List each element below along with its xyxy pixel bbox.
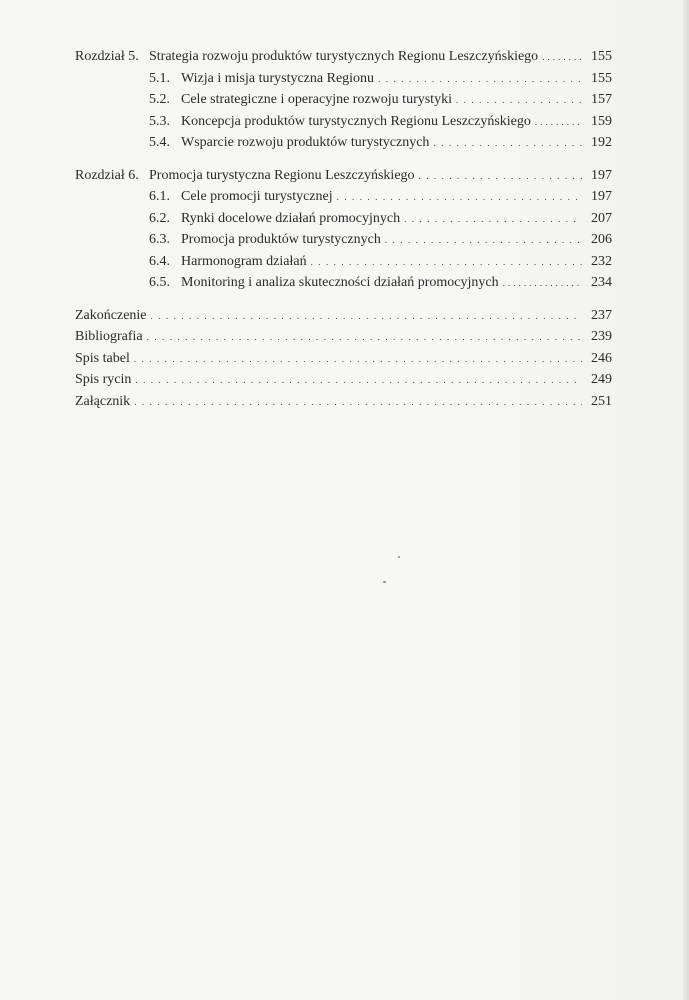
entry-title: Spis rycin (75, 372, 132, 387)
toc-entry-6-4 (75, 251, 612, 273)
toc-entry-zakonczenie (75, 305, 612, 327)
chapter-title: Promocja turystyczna Regionu Leszczyńskiego (149, 167, 415, 183)
entry-title: Załącznik (75, 393, 131, 409)
dot-leader (134, 349, 582, 370)
dot-leader (542, 47, 582, 68)
entry-title: Spis tabel (75, 350, 130, 366)
entry-title: Cele strategiczne i operacyjne rozwoju turystyki (181, 92, 452, 107)
page-number: 246 (591, 350, 612, 366)
entry-number: 6.5. (149, 275, 170, 290)
toc-entry-bibliografia (75, 326, 612, 348)
entry-title: Promocja produktów turystycznych (181, 232, 381, 247)
dot-leader (456, 90, 582, 111)
entry-title: Koncepcja produktów turystycznych Regionu Leszczyńskiego (181, 113, 531, 129)
dot-leader (135, 370, 582, 391)
entry-title: Monitoring i analiza skuteczności działań promocyjnych (181, 275, 499, 290)
toc-entry-6-5 (75, 272, 612, 294)
entry-number: 6.2. (149, 210, 170, 226)
dot-leader (535, 112, 582, 133)
chapter-label: Rozdział 6. (75, 167, 139, 183)
entry-title: Harmonogram działań (181, 253, 307, 269)
toc-entry-6-3 (75, 229, 612, 251)
entry-number: 6.1. (149, 189, 170, 204)
entry-title: Wsparcie rozwoju produktów turystycznych (181, 135, 430, 150)
page-number: 157 (591, 92, 612, 107)
entry-number: 5.3. (149, 113, 170, 129)
dot-leader (151, 306, 582, 327)
dot-leader (433, 133, 582, 154)
toc-entry-5-4 (75, 132, 612, 154)
dot-leader (134, 392, 582, 413)
toc-entry-6-1 (75, 186, 612, 208)
scan-speck (383, 581, 386, 583)
entry-title: Zakończenie (75, 307, 147, 323)
entry-title: Bibliografia (75, 329, 143, 344)
toc-entry-spis-rycin (75, 369, 612, 391)
section-spacer (75, 294, 612, 305)
page-number: 197 (591, 167, 612, 183)
toc-chapter-5 (75, 46, 612, 68)
page-number: 155 (591, 70, 612, 86)
scan-speck (398, 556, 400, 558)
page-number: 234 (591, 275, 612, 290)
dot-leader (385, 230, 582, 251)
toc-entry-zalacznik (75, 391, 612, 413)
page-number: 197 (591, 189, 612, 204)
entry-title: Rynki docelowe działań promocyjnych (181, 210, 401, 226)
entry-number: 6.4. (149, 253, 170, 269)
page-edge-shadow (683, 0, 689, 1000)
dot-leader (337, 187, 582, 208)
chapter-title: Strategia rozwoju produktów turystycznych Regionu Leszczyńskiego (149, 49, 539, 64)
toc-entry-5-2 (75, 89, 612, 111)
entry-number: 5.2. (149, 92, 170, 107)
page-number: 192 (591, 135, 612, 150)
dot-leader (311, 252, 582, 273)
page-number: 207 (591, 210, 612, 226)
dot-leader (419, 166, 582, 187)
section-spacer (75, 154, 612, 165)
entry-number: 5.4. (149, 135, 170, 150)
page-number: 232 (591, 253, 612, 269)
dot-leader (147, 327, 582, 348)
table-of-contents (75, 46, 612, 412)
page-number: 249 (591, 372, 612, 387)
entry-number: 6.3. (149, 232, 170, 247)
page-number: 237 (591, 307, 612, 323)
entry-number: 5.1. (149, 70, 170, 86)
toc-entry-5-3 (75, 111, 612, 133)
toc-entry-spis-tabel (75, 348, 612, 370)
dot-leader (378, 69, 582, 90)
page-number: 239 (591, 329, 612, 344)
toc-entry-5-1 (75, 68, 612, 90)
dot-leader (503, 273, 582, 294)
chapter-label: Rozdział 5. (75, 49, 139, 64)
page-number: 159 (591, 113, 612, 129)
page-number: 155 (591, 49, 612, 64)
toc-chapter-6 (75, 165, 612, 187)
dot-leader (404, 209, 582, 230)
page-number: 206 (591, 232, 612, 247)
page-number: 251 (591, 393, 612, 409)
toc-entry-6-2 (75, 208, 612, 230)
entry-title: Wizja i misja turystyczna Regionu (181, 70, 375, 86)
entry-title: Cele promocji turystycznej (181, 189, 333, 204)
